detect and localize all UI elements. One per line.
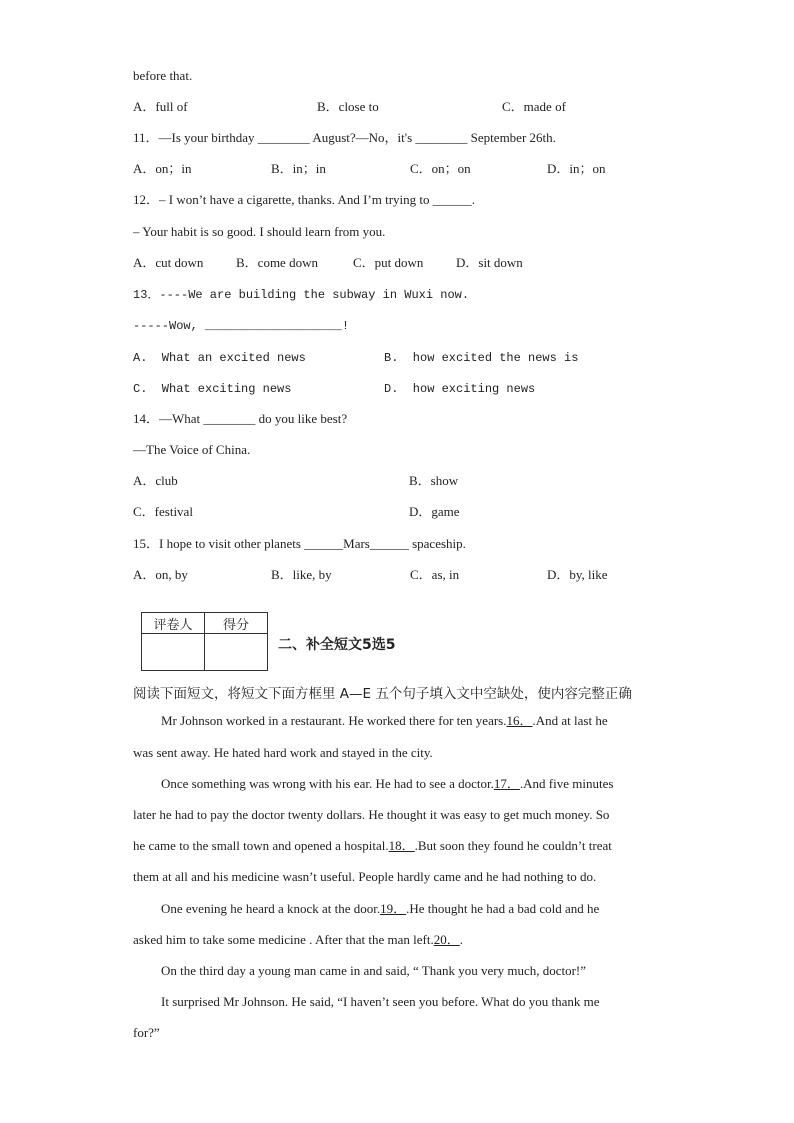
score-cell[interactable] xyxy=(205,634,268,671)
q15-option-b[interactable]: B．like, by xyxy=(271,567,332,582)
passage-line: for?” xyxy=(133,1025,160,1040)
q14-option-c[interactable]: C．festival xyxy=(133,504,193,519)
grader-header: 评卷人 xyxy=(142,613,205,634)
score-header: 得分 xyxy=(205,613,268,634)
q12-stem: 12．– I won’t have a cigarette, thanks. And I’m trying to ______. xyxy=(133,192,476,207)
passage-line: them at all and his medicine wasn’t useful. People hardly came and he had nothing to do. xyxy=(133,869,597,884)
q12-option-a[interactable]: A．cut down xyxy=(133,255,204,270)
q10-tail: before that. xyxy=(133,68,193,83)
q10-option-b[interactable]: B．close to xyxy=(317,99,379,114)
q11-option-a[interactable]: A．on；in xyxy=(133,161,192,176)
q14-option-d[interactable]: D．game xyxy=(409,504,460,519)
q12-option-b[interactable]: B．come down xyxy=(236,255,318,270)
passage-line: It surprised Mr Johnson. He said, “I haven’t seen you before. What do you thank me xyxy=(161,994,600,1009)
q13-stem: 13．----We are building the subway in Wuxi now. xyxy=(133,288,470,302)
passage-line: asked him to take some medicine . After that the man left.20．. xyxy=(133,932,463,947)
passage-line: On the third day a young man came in and said, “ Thank you very much, doctor!” xyxy=(161,963,587,978)
q12-option-c[interactable]: C．put down xyxy=(353,255,424,270)
q11-option-b[interactable]: B．in；in xyxy=(271,161,326,176)
section-title: 二、补全短文5选5 xyxy=(278,637,396,653)
q15-option-c[interactable]: C．as, in xyxy=(410,567,460,582)
q13-option-c[interactable]: C. What exciting news xyxy=(133,382,292,396)
q14-option-a[interactable]: A．club xyxy=(133,473,178,488)
q11-option-d[interactable]: D．in；on xyxy=(547,161,606,176)
blank-20[interactable]: 20． xyxy=(433,932,460,947)
passage-line: Once something was wrong with his ear. He had to see a doctor.17．.And five minutes xyxy=(161,776,614,791)
passage-line: later he had to pay the doctor twenty dollars. He thought it was easy to get much money. So xyxy=(133,807,610,822)
score-table xyxy=(141,612,268,671)
q13-option-b[interactable]: B. how excited the news is xyxy=(384,351,579,365)
passage-line: Mr Johnson worked in a restaurant. He worked there for ten years.16．.And at last he xyxy=(161,713,608,728)
q15-option-d[interactable]: D．by, like xyxy=(547,567,608,582)
blank-18[interactable]: 18． xyxy=(388,838,415,853)
section-instruction: 阅读下面短文，将短文下面方框里 A—E 五个句子填入文中空缺处，使内容完整正确 xyxy=(133,686,632,702)
q10-option-c[interactable]: C．made of xyxy=(502,99,566,114)
q11-stem: 11．—Is your birthday ________ August?—No，it's ________ September 26th. xyxy=(133,130,556,145)
q12-reply: – Your habit is so good. I should learn from you. xyxy=(133,224,386,239)
q12-option-d[interactable]: D．sit down xyxy=(456,255,523,270)
q13-option-d[interactable]: D. how exciting news xyxy=(384,382,536,396)
q15-option-a[interactable]: A．on, by xyxy=(133,567,188,582)
blank-17[interactable]: 17． xyxy=(493,776,520,791)
q14-option-b[interactable]: B．show xyxy=(409,473,459,488)
blank-19[interactable]: 19． xyxy=(380,901,407,916)
q13-option-a[interactable]: A. What an excited news xyxy=(133,351,306,365)
grader-cell[interactable] xyxy=(142,634,205,671)
q14-stem: 14．—What ________ do you like best? xyxy=(133,411,348,426)
q15-stem: 15．I hope to visit other planets ______Mars______ spaceship. xyxy=(133,536,466,551)
q14-reply: —The Voice of China. xyxy=(133,442,251,457)
q10-option-a[interactable]: A．full of xyxy=(133,99,188,114)
q13-reply: -----Wow, ___________________! xyxy=(133,319,350,333)
q11-option-c[interactable]: C．on；on xyxy=(410,161,471,176)
passage-line: was sent away. He hated hard work and stayed in the city. xyxy=(133,745,433,760)
blank-16[interactable]: 16． xyxy=(506,713,533,728)
passage-line: he came to the small town and opened a hospital.18．.But soon they found he couldn’t treat xyxy=(133,838,612,853)
passage-line: One evening he heard a knock at the door.19．.He thought he had a bad cold and he xyxy=(161,901,600,916)
